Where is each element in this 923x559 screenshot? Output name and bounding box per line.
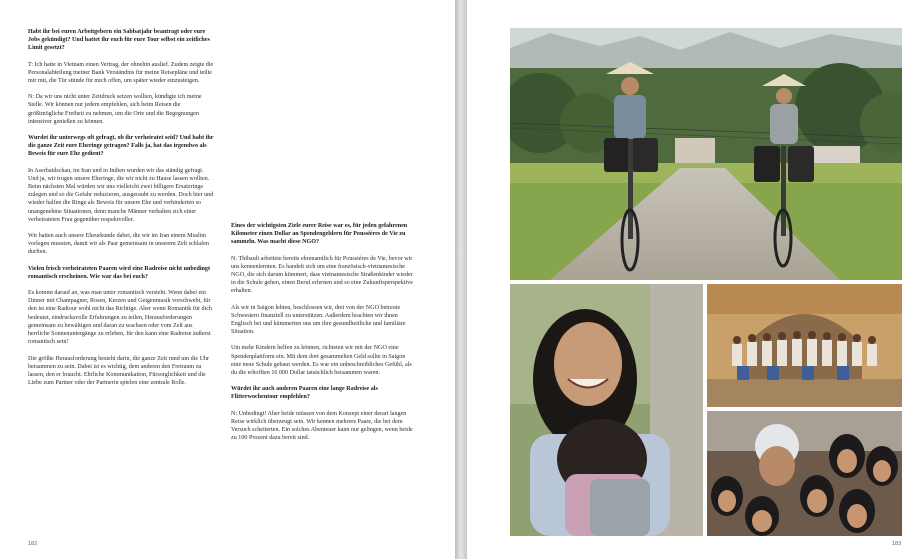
school-group-photo <box>707 284 902 407</box>
left-col-answer-8: Die größte Herausforderung besteht darin, die ganze Zeit rund um die Uhr beisammen zu sein. Dabei ist es wichtig, dem anderen den Freiraum zu lassen, den er braucht. Ehrliche Kommunikation, Fürsorglichkeit und die Liebe zum Partner oder der Partnerin spielen eine zentrale Rolle. <box>28 355 210 387</box>
right-page <box>467 0 923 559</box>
book-gutter <box>455 0 467 559</box>
mid-col-answer-3: Um mehr Kindern helfen zu können, richteten wir mit der NGO eine Spendenplattform ein. Mit dem dort gesammelten Geld sollte in Saigon eine neue Schule gebaut werden. Es war ein unbeschreibliches Gefühl, als du die erhofften 16 000 Dollar tatsächlich beisammen waren. <box>231 345 412 377</box>
left-col-answer-2: N: Da wir uns nicht unter Zeitdruck setzen wollten, kündigte ich meine Stelle. Wir können nur jedem empfehlen, sich beim Reisen die größtmögliche Freiheit zu nehmen, um die Orte und die Begegnungen intensiver genießen zu können. <box>28 94 202 125</box>
text-column-middle <box>231 222 415 450</box>
couple-cycling-photo <box>510 28 902 280</box>
left-col-question-6: Vielen frisch verheirateten Paaren wird eine Radreise nicht unbedingt romantisch erscheinen. Wie war das bei euch? <box>28 265 211 280</box>
left-page <box>0 0 455 559</box>
left-col-question-0: Habt ihr bei euren Arbeitgebern ein Sabbatjahr beantragt oder eure Jobs gekündigt? Und hattet ihr euch für eure Tour selbst ein zeitliches Limit gesetzt? <box>28 29 210 52</box>
mid-col-answer-5: N: Unbedingt! Aber beide müssen von dem Konzept einer derart langen Reise wirklich überzeugt sein. Wir kennen mehrere Paare, die bei dem Versuch scheiterten. Ein solches Abenteuer kann nur gelingen, wenn beide zu 100 Prozent dazu bereit sind. <box>231 410 413 442</box>
left-col-question-3: Wurdet ihr unterwegs oft gefragt, ob ihr verheiratet seid? Und habt ihr die ganze Zeit eure Eheringe getragen? Falls ja, hat das irgendwo als Beweis für eure Ehe gedient? <box>28 135 214 158</box>
mid-col-question-4: Würdet ihr auch anderen Paaren eine lange Radreise als Flitterwochentour empfehlen? <box>231 386 378 401</box>
left-col-answer-1: T: Ich hatte in Vietnam einen Vertrag, der ohnehin auslief. Zudem zeigte die Personalabteilung meiner Bank Verständnis für meine Reisepläne und teilte mir mit, die Tür stünde für mich offen, um später wieder einzusteigen. <box>28 61 214 85</box>
page-number-right: 183 <box>892 541 902 547</box>
mid-col-answer-2: Als wir in Saigon lebten, beschlossen wir, drei von der NGO betreute Schwestern finanziell zu unterstützen. Außerdem brachten wir ihnen Englisch bei und kümmerten uns um ihre gesundheitliche und familiäre Situation. <box>231 304 406 336</box>
left-col-answer-5: Wir hatten auch unsere Eheurkunde dabei, die wir im Iran einem Muslim vorlegen mussten, damit wir als Paar gemeinsam in unserem Zelt schlafen durften. <box>28 233 209 256</box>
children-selfie-photo <box>707 411 902 536</box>
left-col-answer-7: Es kommt darauf an, was man unter romantisch versteht. Wenn dabei ein Dinner mit Champagner, Rosen, Kerzen und Geigenmusik vorschwebt, für den ist eine Radtour wohl nicht das Richtige. Aber wenn Romantik für dich bedeutet, eindrucksvolle Erfahrungen zu teilen, Herausforderungen gemeinsam zu bewältigen und daran zu wachsen oder vom Zelt aus herrliche Sonnenuntergänge zu erleben, für den kann eine Radreise äußerst romantisch sein! <box>28 290 212 346</box>
page-number-left: 182 <box>28 541 38 547</box>
hug-photo <box>510 284 703 536</box>
mid-col-answer-1: N: Thibault arbeitete bereits ehrenamtlich für Poussières de Vie, bevor wir uns kennenlernten. Es handelt sich um eine französisch-vietnamesische NGO, die sich darum kümmert, dass vietnamesische Straßenkinder wieder in die Schule gehen, einen Beruf erlernen und so eine Zukunftsperspektive erhalten. <box>231 255 413 295</box>
text-column-left <box>28 28 214 395</box>
left-col-answer-4: In Aserbaidschan, im Iran und in Indien wurden wir das ständig gefragt. Und ja, wir trugen unsere Eheringe, die wir nicht zu Hause lassen wollten. Beim nächsten Mal würden wir uns vielleicht zwei billigere Ersatzringe zulegen und so die Gefahr reduzieren, ausgeraubt zu werden. Doch hier und wieder halfen die Ringe als Beweis für unsere Ehe und verhinderten so unangenehme Situationen, denn manche Männer verhalten sich einer verheirateten Frau gegenüber respektvoller. <box>28 167 214 223</box>
mid-col-question-0: Eines der wichtigsten Ziele eurer Reise war es, für jeden gefahrenen Kilometer einen Dollar an Spendengeldern für Poussières de Vie zu sammeln. Was macht diese NGO? <box>231 223 408 246</box>
